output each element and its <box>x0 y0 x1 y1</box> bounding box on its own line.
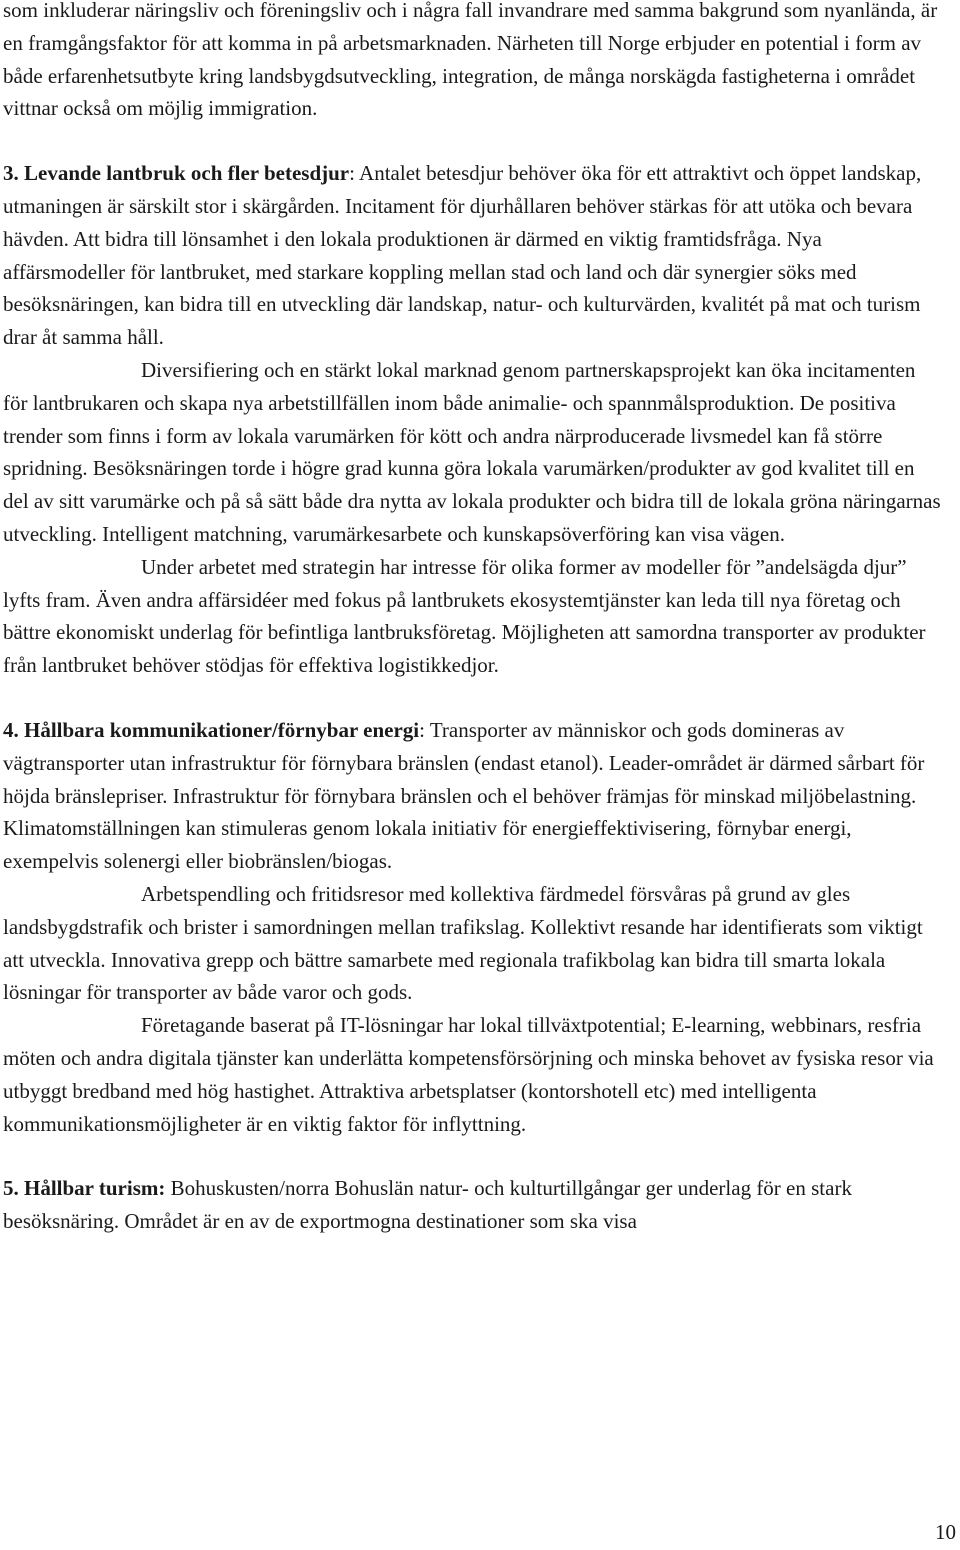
section-5-body: Bohuskusten/norra Bohuslän natur- och kulturtillgångar ger underlag för en stark besöksnäring. Området är en av de exportmogna destinationer som ska visa <box>3 1176 852 1234</box>
page-number: 10 <box>935 1520 956 1544</box>
section-3-title: Levande lantbruk och fler betesdjur <box>24 161 350 186</box>
document-page <box>3 0 945 1238</box>
section-4-body: : Transporter av människor och gods domineras av vägtransporter utan infrastruktur för förnybara bränslen (endast etanol). Leader-området är därmed sårbart för höjda bränslepriser. Infrastruktur för förnybara bränslen och el behöver främjas för minskad miljöbelastning. Klimatomställningen kan stimuleras genom lokala initiativ för energieffektivisering, förnybar energi, exempelvis solenergi eller biobränslen/biogas. <box>3 717 925 874</box>
intro-paragraph: som inkluderar näringsliv och föreningsliv och i några fall invandrare med samma bakgrund som nyanlända, är en framgångsfaktor för att komma in på arbetsmarknaden. Närheten till Norge erbjuder en potential i form av både erfarenhetsutbyte kring landsbygdsutveckling, integration, de många norskägda fastigheterna i området vittnar också om möjlig immigration. <box>3 0 938 121</box>
section-3-number: 3. <box>3 161 19 186</box>
section-3-paragraph-3: Under arbetet med strategin har intresse för olika former av modeller för ”andelsägda djur” lyfts fram. Även andra affärsidéer med fokus på lantbrukets ekosystemtjänster kan leda till nya företag och bättre ekonomiskt underlag för befintliga lantbruksföretag. Möjligheten att samordna transporter av produkter från lantbruket behöver stödjas för effektiva logistikkedjor. <box>3 554 926 678</box>
section-3-body: : Antalet betesdjur behöver öka för ett attraktivt och öppet landskap, utmaningen är särskilt stor i skärgården. Incitament för djurhållaren behöver stärkas för att utöka och bevara hävden. Att bidra till lönsamhet i den lokala produktionen är därmed en viktig framtidsfråga. Nya affärsmodeller för lantbruket, med starkare koppling mellan stad och land och där synergier söks med besöksnäringen, kan bidra till en utveckling där landskap, natur- och kulturvärden, kvalitét på mat och turism drar åt samma håll. <box>3 161 922 350</box>
section-3-paragraph <box>3 157 945 354</box>
section-4-paragraph-3: Företagande baserat på IT-lösningar har lokal tillväxtpotential; E-learning, webbinars, resfria möten och andra digitala tjänster kan underlätta kompetensförsörjning och minska behovet av fysiska resor via utbyggt bredband med hög hastighet. Attraktiva arbetsplatser (kontorshotell etc) med intelligenta kommunikationsmöjligheter är en viktig faktor för inflyttning. <box>3 1013 934 1136</box>
section-4-paragraph-2: Arbetspendling och fritidsresor med kollektiva färdmedel försvåras på grund av gles landsbygdstrafik och brister i samordningen mellan trafikslag. Kollektivt resande har identifierats som viktigt att utveckla. Innovativa grepp och bättre samarbete med regionala trafikbolag kan bidra till smarta lokala lösningar för transporter av både varor och gods. <box>3 881 923 1005</box>
section-5-paragraph <box>3 1172 945 1238</box>
section-5-title: Hållbar turism: <box>24 1176 166 1201</box>
section-4-title: Hållbara kommunikationer/förnybar energi <box>24 717 420 742</box>
section-3-paragraph-2: Diversifiering och en stärkt lokal marknad genom partnerskapsprojekt kan öka incitamenten för lantbrukaren och skapa nya arbetstillfällen inom både animalie- och spannmålsproduktion. De positiva trender som finns i form av lokala varumärken för kött och andra närproducerade livsmedel kan få större spridning. Besöksnäringen torde i högre grad kunna göra lokala varumärken/produkter av god kvalitet till en del av sitt varumärke och på så sätt både dra nytta av lokala produkter och bidra till de lokala gröna näringarnas utveckling. Intelligent matchning, varumärkesarbete och kunskapsöverföring kan visa vägen. <box>3 357 941 546</box>
section-4-paragraph <box>3 714 945 878</box>
section-5-number: 5. <box>3 1176 19 1201</box>
section-4-number: 4. <box>3 717 19 742</box>
